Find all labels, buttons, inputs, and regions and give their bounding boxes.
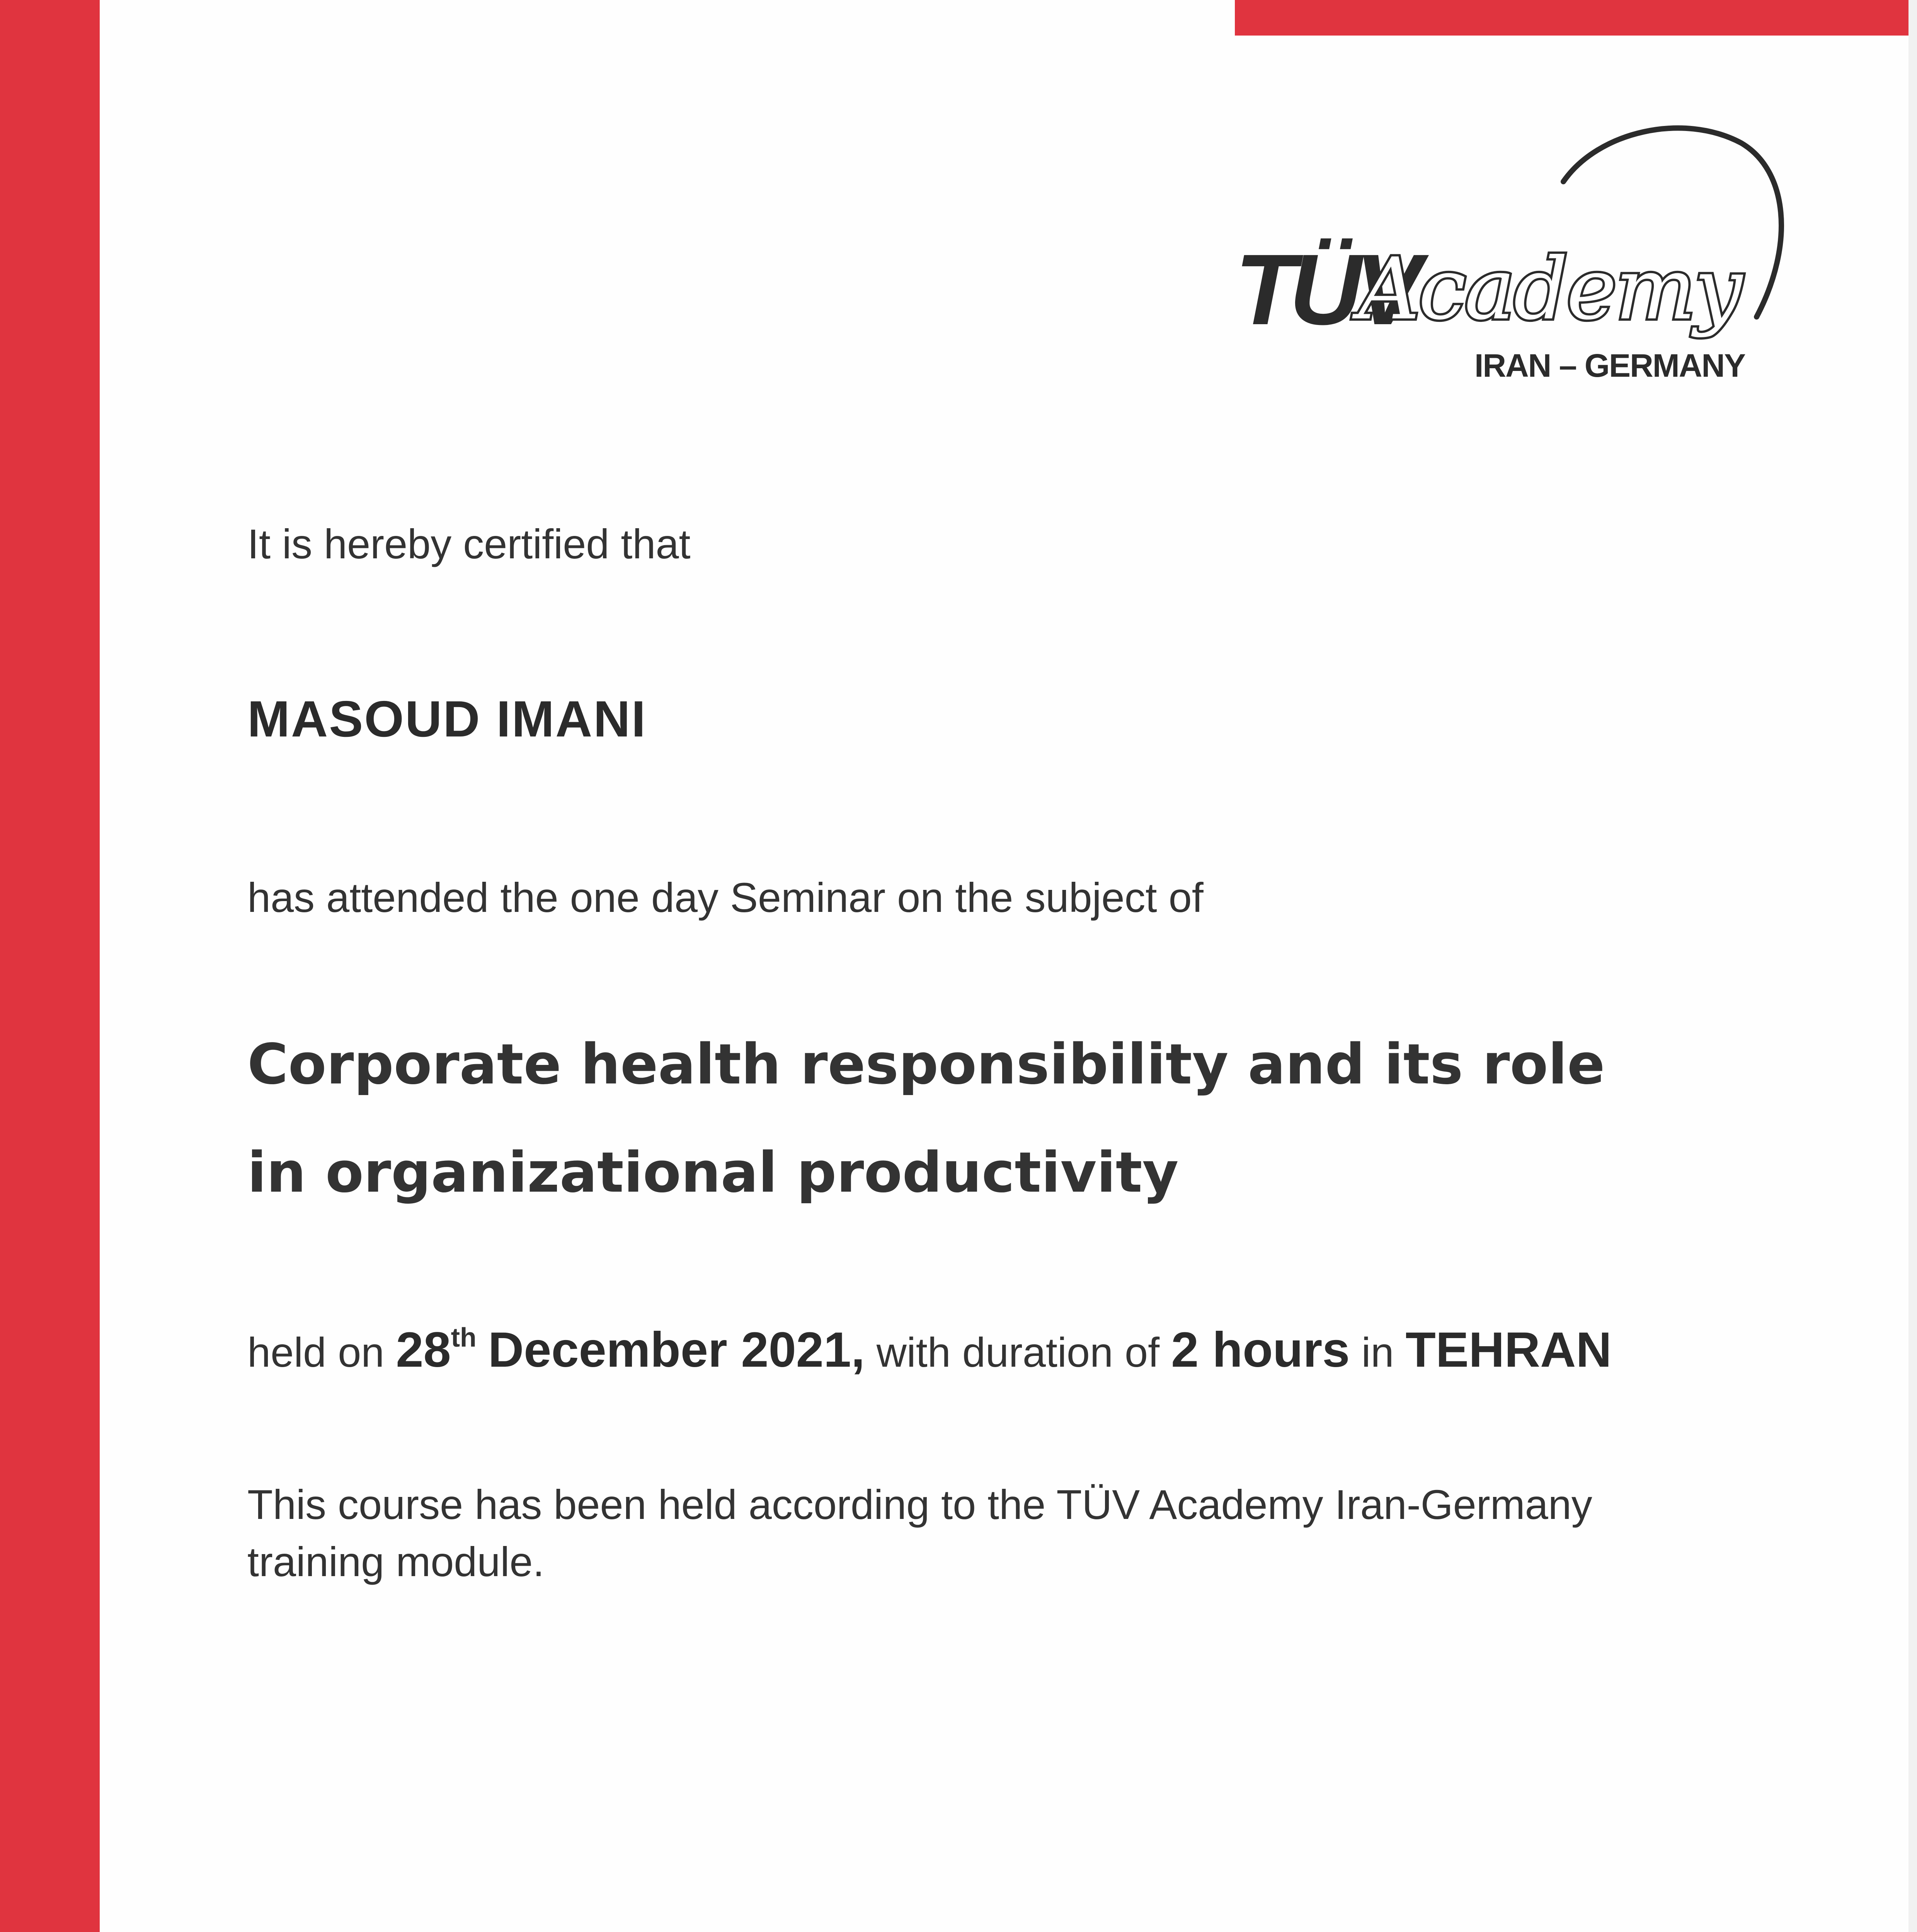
held-date: December 2021,	[488, 1322, 865, 1378]
attended-text: has attended the one day Seminar on the subject of	[247, 874, 1204, 921]
page-edge	[1908, 0, 1917, 1932]
held-day: 28	[396, 1322, 451, 1378]
location-value: TEHRAN	[1405, 1322, 1612, 1378]
location-prefix: in	[1361, 1329, 1394, 1376]
recipient-name: MASOUD IMANI	[247, 690, 647, 747]
subject-line-2: in organizational productivity	[247, 1140, 1179, 1205]
subject-line-1: Corporate health responsibility and its role	[247, 1032, 1605, 1097]
logo-product: Academy	[1359, 240, 1741, 338]
tuv-academy-logo	[1227, 116, 1815, 394]
intro-text: It is hereby certified that	[247, 520, 691, 567]
held-day-suffix: th	[451, 1322, 477, 1352]
held-line	[247, 1321, 1612, 1378]
duration-value: 2 hours	[1171, 1322, 1350, 1378]
red-top-band	[1235, 0, 1917, 36]
duration-prefix: with duration of	[876, 1329, 1160, 1376]
course-note: This course has been held according to the TÜV Academy Iran-Germany training module.	[247, 1481, 1592, 1585]
red-side-band	[0, 0, 100, 1932]
logo-subtitle: IRAN – GERMANY	[1474, 347, 1745, 384]
logo-brand: TÜV	[1235, 234, 1415, 346]
held-prefix: held on	[247, 1329, 385, 1376]
